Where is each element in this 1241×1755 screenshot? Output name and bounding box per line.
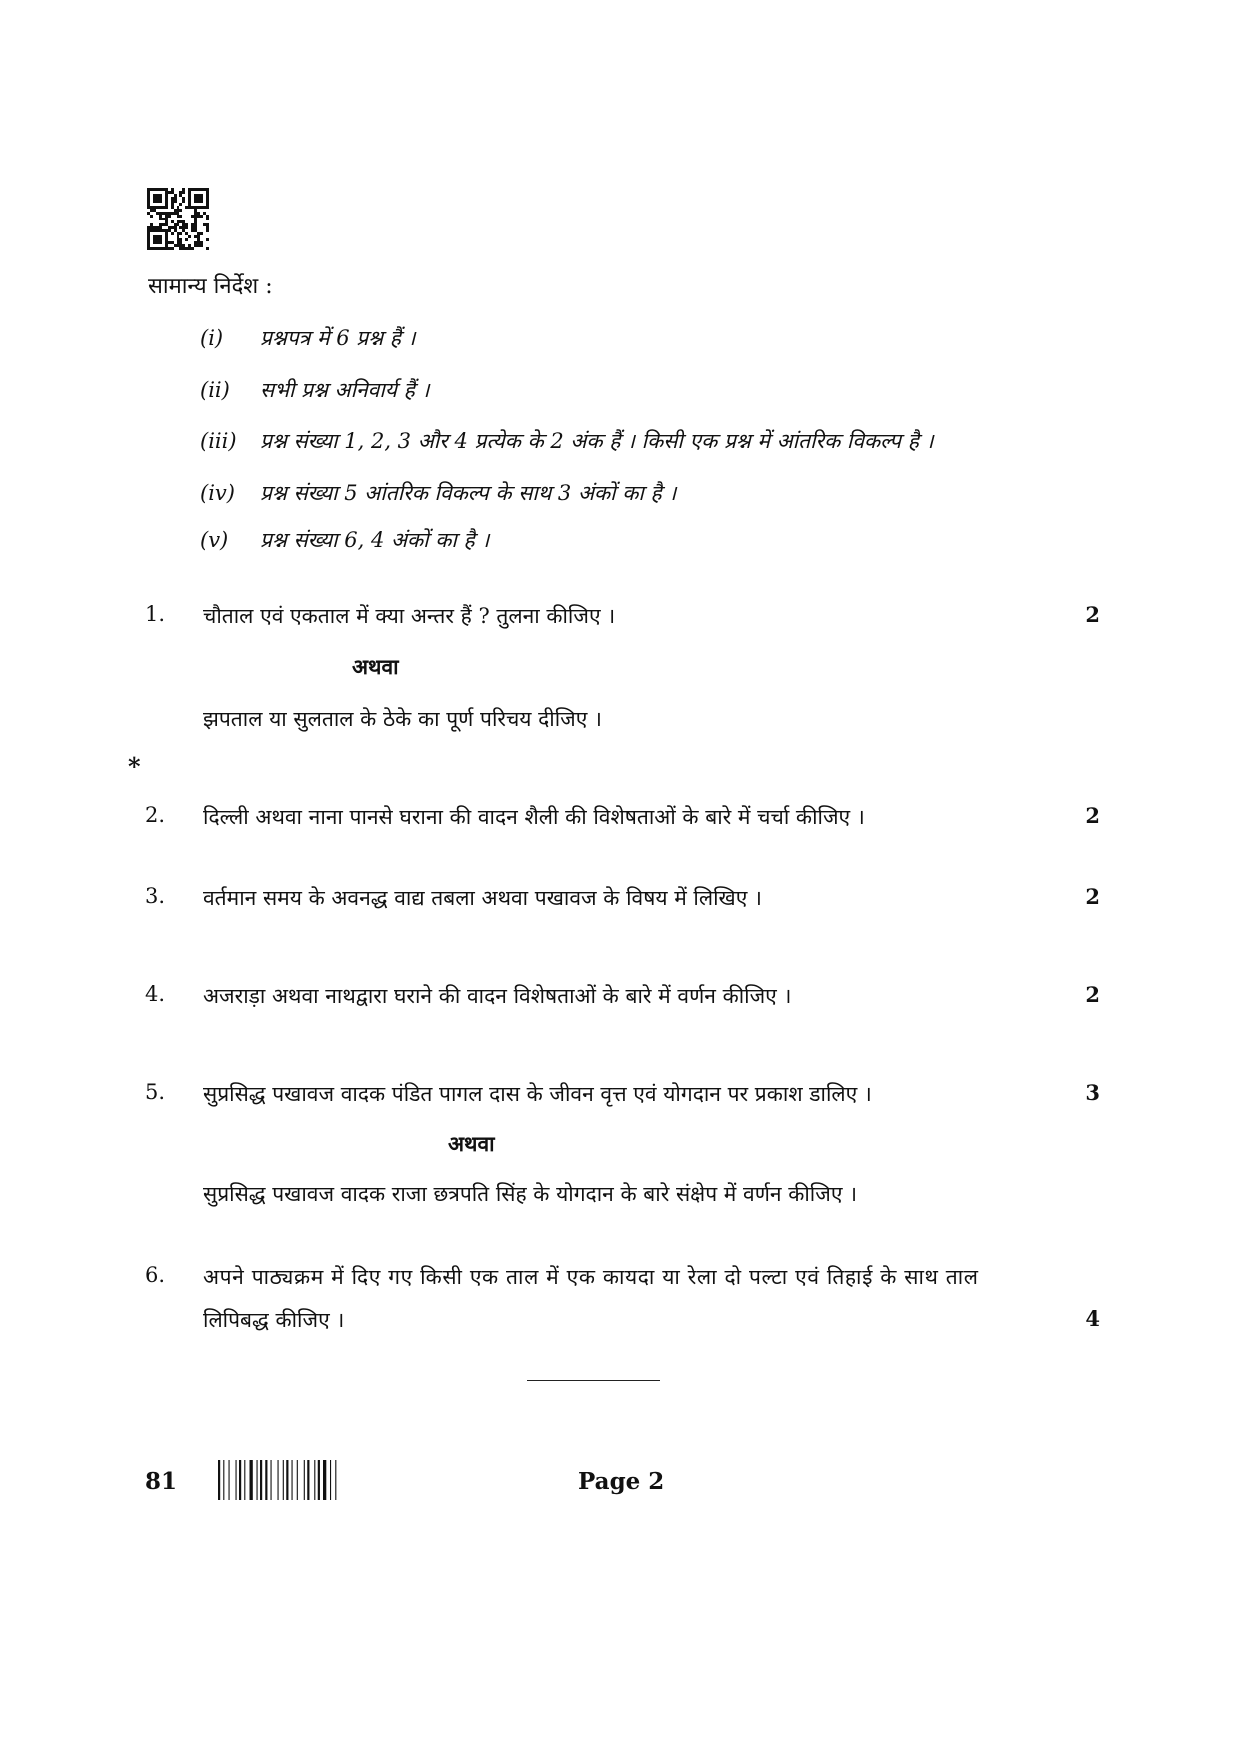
- instruction-text: सभी प्रश्न अनिवार्य हैं ।: [260, 378, 430, 402]
- question-number: 4.: [145, 982, 166, 1006]
- barcode-bar: [335, 1460, 336, 1500]
- instruction-text: प्रश्न संख्या 6, 4 अंकों का है ।: [260, 528, 490, 552]
- paper-code: 81: [145, 1468, 178, 1495]
- or-label: अथवा: [448, 1131, 495, 1156]
- qr-code: [147, 188, 209, 250]
- instruction-number: (v): [200, 528, 229, 552]
- barcode-bar: [239, 1460, 241, 1500]
- instruction-number: (i): [200, 326, 224, 350]
- page-number: Page 2: [578, 1468, 665, 1495]
- instruction-text: प्रश्न संख्या 1, 2, 3 और 4 प्रत्येक के 2 अंक हैं । किसी एक प्रश्न में आंतरिक विकल्प है ।: [260, 429, 934, 453]
- question-marks: 2: [1085, 884, 1100, 909]
- asterisk-mark: *: [128, 752, 141, 781]
- barcode-bar: [244, 1460, 245, 1500]
- instruction-item: [200, 479, 676, 507]
- question-text-line-2: लिपिबद्ध कीजिए ।: [203, 1308, 345, 1332]
- question-text: वर्तमान समय के अवनद्ध वाद्य तबला अथवा पखावज के विषय में लिखिए ।: [203, 886, 762, 910]
- instruction-number: (ii): [200, 378, 230, 402]
- question-text: सुप्रसिद्ध पखावज वादक पंडित पागल दास के जीवन वृत्त एवं योगदान पर प्रकाश डालिए ।: [203, 1082, 872, 1106]
- alternate-question-text: झपताल या सुलताल के ठेके का पूर्ण परिचय दीजिए ।: [203, 707, 603, 731]
- instruction-item: [200, 526, 489, 554]
- question-number: 5.: [145, 1080, 166, 1104]
- question-text-line-1: अपने पाठ्यक्रम में दिए गए किसी एक ताल में एक कायदा या रेला दो पल्टा एवं तिहाई के साथ ताल: [203, 1265, 979, 1289]
- question-marks: 2: [1085, 982, 1100, 1007]
- barcode-bar: [283, 1460, 284, 1500]
- barcode-bar: [260, 1460, 262, 1500]
- barcode-bar: [271, 1460, 272, 1500]
- barcode-bar: [304, 1460, 305, 1500]
- instruction-text: प्रश्न संख्या 5 आंतरिक विकल्प के साथ 3 अंकों का है ।: [260, 481, 677, 505]
- question-marks: 4: [1085, 1306, 1100, 1331]
- barcode-bar: [286, 1460, 288, 1500]
- question-text: अजराड़ा अथवा नाथद्वारा घराने की वादन विशेषताओं के बारे में वर्णन कीजिए ।: [203, 984, 792, 1008]
- question-number: 6.: [145, 1263, 166, 1287]
- barcode-bar: [229, 1460, 230, 1500]
- instruction-item: [200, 324, 416, 352]
- question-number: 1.: [145, 602, 166, 626]
- or-label: अथवा: [352, 654, 399, 679]
- barcode-bar: [257, 1460, 258, 1500]
- barcode: [218, 1460, 374, 1500]
- barcode-bar: [250, 1460, 253, 1500]
- question-marks: 2: [1085, 803, 1100, 828]
- instruction-item: [200, 376, 429, 404]
- question-number: 3.: [145, 884, 166, 908]
- question-number: 2.: [145, 803, 166, 827]
- barcode-bar: [318, 1460, 320, 1500]
- barcode-bar: [314, 1460, 315, 1500]
- barcode-bar: [330, 1460, 331, 1500]
- barcode-bar: [278, 1460, 279, 1500]
- end-rule: [527, 1380, 660, 1381]
- question-marks: 3: [1085, 1080, 1100, 1105]
- question-text: चौताल एवं एकताल में क्या अन्तर हैं ? तुलना कीजिए ।: [203, 604, 616, 628]
- question-marks: 2: [1085, 602, 1100, 627]
- barcode-bar: [236, 1460, 237, 1500]
- instruction-text: प्रश्नपत्र में 6 प्रश्न हैं ।: [260, 326, 416, 350]
- barcode-bar: [323, 1460, 326, 1500]
- barcode-bar: [292, 1460, 293, 1500]
- instruction-number: (iv): [200, 481, 235, 505]
- barcode-bar: [265, 1460, 267, 1500]
- barcode-bar: [223, 1460, 224, 1500]
- instruction-number: (iii): [200, 429, 237, 453]
- barcode-bar: [218, 1460, 220, 1500]
- barcode-bar: [297, 1460, 298, 1500]
- question-text: दिल्ली अथवा नाना पानसे घराना की वादन शैली की विशेषताओं के बारे में चर्चा कीजिए ।: [203, 805, 865, 829]
- instructions-heading: सामान्य निर्देश :: [148, 274, 273, 299]
- alternate-question-text: सुप्रसिद्ध पखावज वादक राजा छत्रपति सिंह के योगदान के बारे संक्षेप में वर्णन कीजिए ।: [203, 1182, 858, 1206]
- barcode-bar: [307, 1460, 309, 1500]
- instruction-item: [200, 427, 934, 455]
